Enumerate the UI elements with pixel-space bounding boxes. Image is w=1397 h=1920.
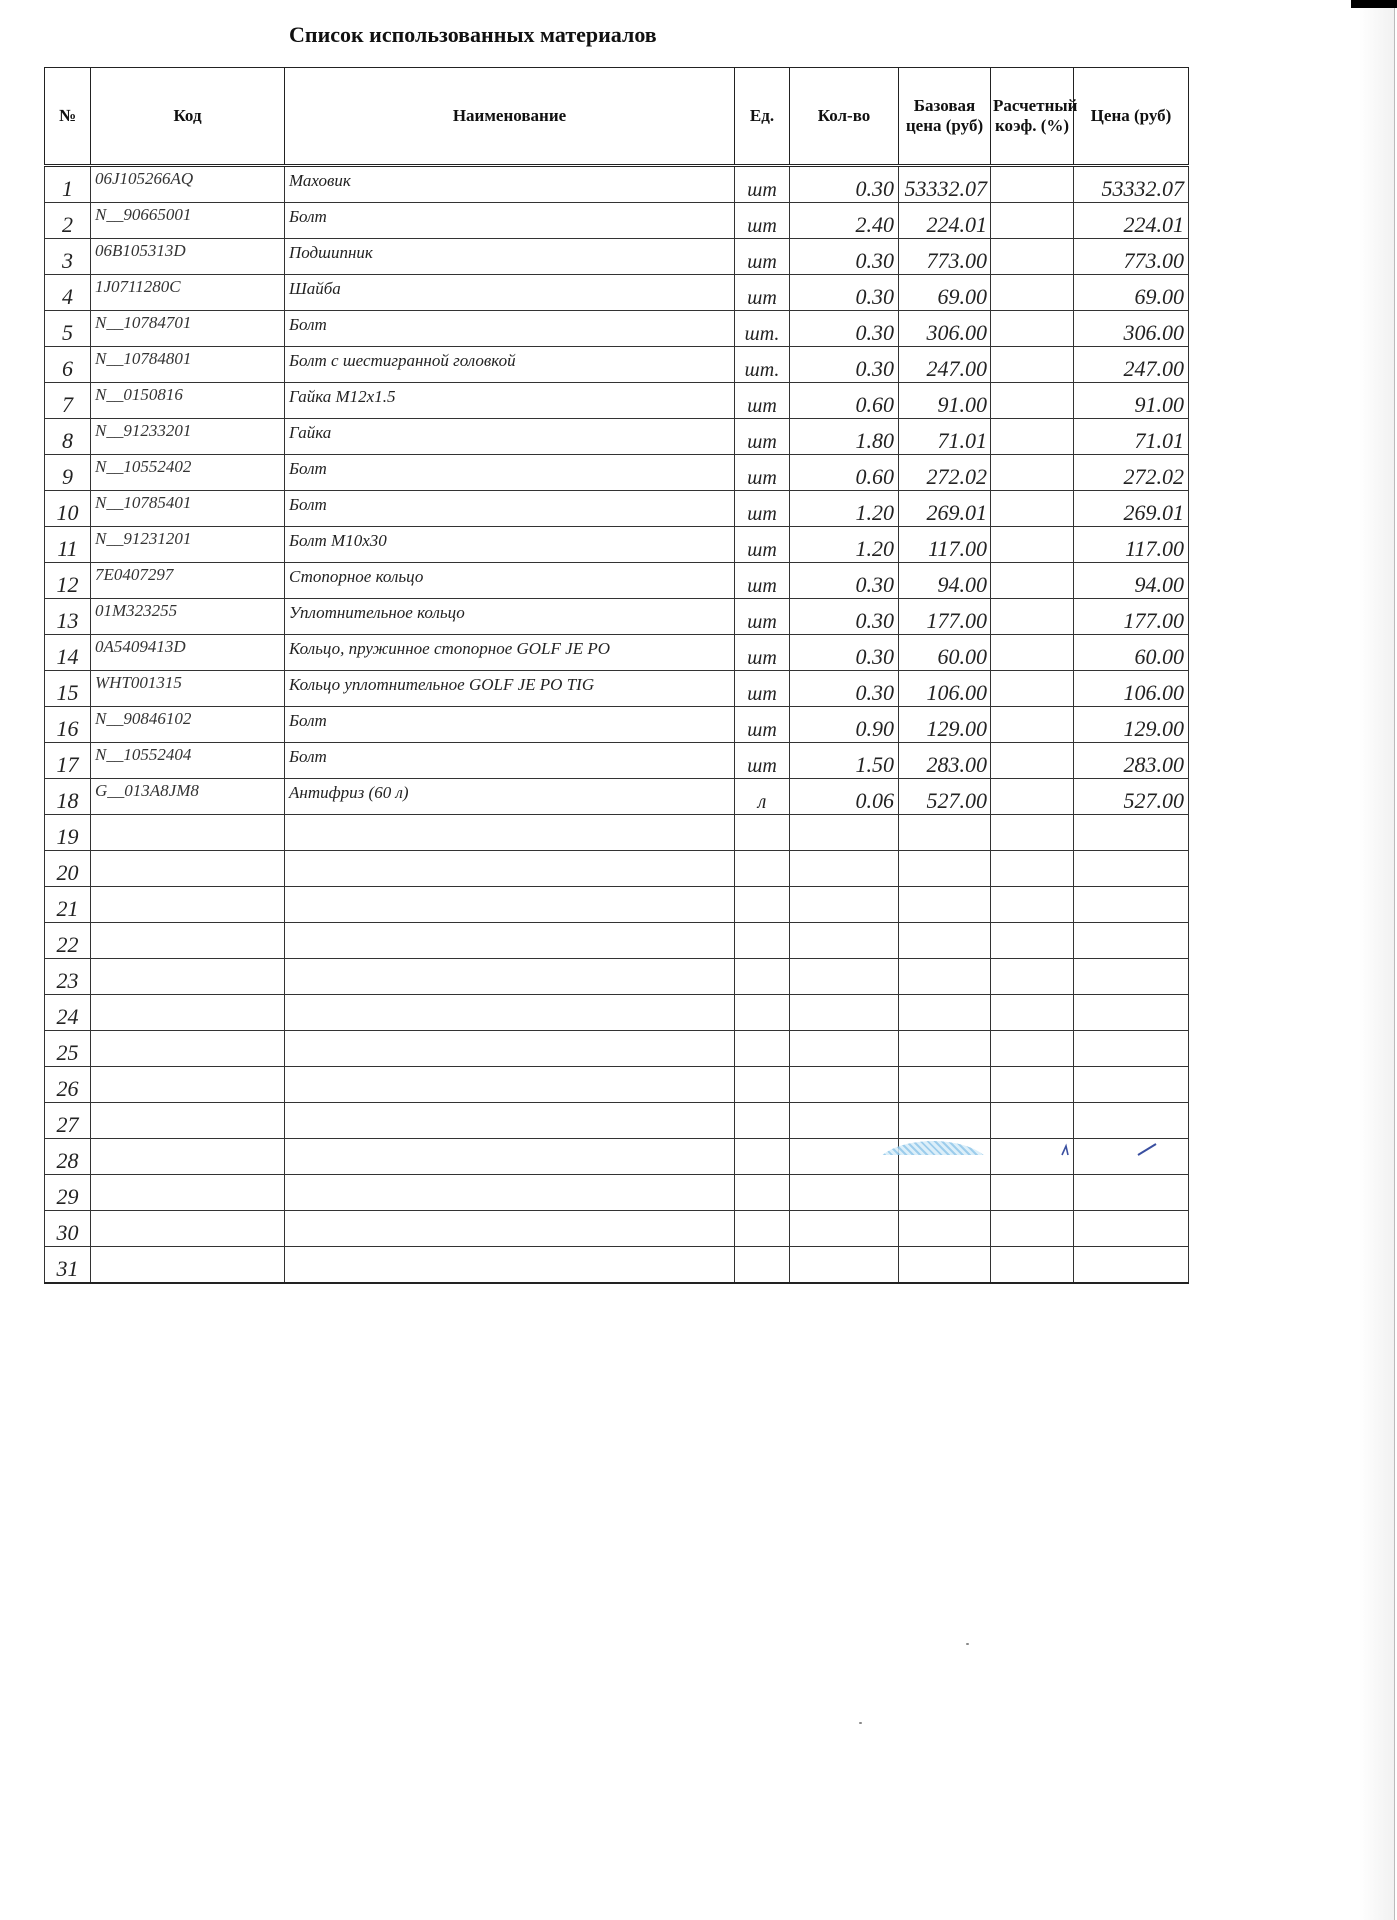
table-body [45, 166, 1189, 1284]
cell-base-price: 117.00 [899, 527, 991, 563]
cell-code [91, 1175, 285, 1211]
cell-base-price [899, 1211, 991, 1247]
table-row [45, 599, 1189, 635]
cell-num: 30 [45, 1211, 91, 1247]
header-unit: Ед. [735, 68, 790, 166]
table-header-row [45, 68, 1189, 166]
table-row [45, 166, 1189, 203]
cell-name [285, 1211, 735, 1247]
cell-unit [735, 1031, 790, 1067]
cell-num: 24 [45, 995, 91, 1031]
cell-unit [735, 1067, 790, 1103]
cell-price: 224.01 [1074, 203, 1189, 239]
cell-num: 26 [45, 1067, 91, 1103]
cell-qty: 1.50 [790, 743, 899, 779]
cell-price [1074, 923, 1189, 959]
cell-base-price [899, 1247, 991, 1284]
table-row [45, 491, 1189, 527]
table-row-empty [45, 995, 1189, 1031]
cell-base-price [899, 1175, 991, 1211]
table-row [45, 635, 1189, 671]
cell-num: 6 [45, 347, 91, 383]
cell-name: Подшипник [285, 239, 735, 275]
cell-base-price [899, 887, 991, 923]
table-row [45, 239, 1189, 275]
cell-price [1074, 1247, 1189, 1284]
cell-base-price [899, 959, 991, 995]
cell-code: 0A5409413D [91, 635, 285, 671]
cell-qty [790, 1211, 899, 1247]
cell-coef [991, 743, 1074, 779]
cell-code: N__91233201 [91, 419, 285, 455]
cell-name: Гайка [285, 419, 735, 455]
cell-base-price: 177.00 [899, 599, 991, 635]
cell-num: 4 [45, 275, 91, 311]
cell-price [1074, 1211, 1189, 1247]
cell-name: Болт [285, 203, 735, 239]
cell-base-price [899, 1103, 991, 1139]
cell-coef [991, 995, 1074, 1031]
header-coef: Расчетный коэф. (%) [991, 68, 1074, 166]
cell-code: G__013A8JM8 [91, 779, 285, 815]
cell-unit [735, 959, 790, 995]
cell-name [285, 1103, 735, 1139]
cell-num: 8 [45, 419, 91, 455]
cell-price: 117.00 [1074, 527, 1189, 563]
cell-name [285, 1067, 735, 1103]
header-qty: Кол-во [790, 68, 899, 166]
cell-coef [991, 671, 1074, 707]
cell-qty [790, 995, 899, 1031]
cell-base-price [899, 995, 991, 1031]
cell-base-price: 69.00 [899, 275, 991, 311]
cell-code [91, 887, 285, 923]
cell-price [1074, 1103, 1189, 1139]
cell-qty [790, 1175, 899, 1211]
table-row [45, 275, 1189, 311]
cell-price: 71.01 [1074, 419, 1189, 455]
cell-base-price [899, 923, 991, 959]
cell-num: 18 [45, 779, 91, 815]
cell-coef [991, 203, 1074, 239]
cell-name: Болт [285, 311, 735, 347]
cell-name [285, 959, 735, 995]
cell-qty [790, 923, 899, 959]
cell-unit: л [735, 779, 790, 815]
cell-code: N__0150816 [91, 383, 285, 419]
cell-code: 01M323255 [91, 599, 285, 635]
cell-coef [991, 635, 1074, 671]
scan-speck [859, 1722, 862, 1724]
cell-name [285, 1247, 735, 1284]
scan-edge-mark [1351, 0, 1397, 8]
cell-coef [991, 815, 1074, 851]
cell-name: Антифриз (60 л) [285, 779, 735, 815]
table-row-empty [45, 959, 1189, 995]
cell-unit: шт [735, 419, 790, 455]
cell-unit [735, 1247, 790, 1284]
cell-qty: 0.30 [790, 635, 899, 671]
cell-unit: шт [735, 743, 790, 779]
cell-unit: шт. [735, 311, 790, 347]
cell-qty: 2.40 [790, 203, 899, 239]
cell-code: N__10784801 [91, 347, 285, 383]
cell-price [1074, 887, 1189, 923]
cell-coef [991, 959, 1074, 995]
cell-base-price: 71.01 [899, 419, 991, 455]
cell-num: 10 [45, 491, 91, 527]
cell-coef [991, 707, 1074, 743]
cell-coef [991, 599, 1074, 635]
cell-coef [991, 275, 1074, 311]
cell-code: 7E0407297 [91, 563, 285, 599]
cell-name: Болт [285, 707, 735, 743]
cell-price [1074, 1031, 1189, 1067]
cell-unit: шт [735, 239, 790, 275]
cell-qty: 0.90 [790, 707, 899, 743]
cell-qty: 0.60 [790, 383, 899, 419]
cell-code: 06B105313D [91, 239, 285, 275]
scan-edge-line [1394, 0, 1395, 1920]
cell-coef [991, 383, 1074, 419]
cell-num: 23 [45, 959, 91, 995]
cell-num: 2 [45, 203, 91, 239]
cell-coef [991, 239, 1074, 275]
cell-code [91, 1103, 285, 1139]
cell-name: Болт М10х30 [285, 527, 735, 563]
cell-coef [991, 1175, 1074, 1211]
cell-num: 9 [45, 455, 91, 491]
table-row [45, 347, 1189, 383]
cell-unit: шт [735, 527, 790, 563]
cell-code: N__10552402 [91, 455, 285, 491]
table-row-empty [45, 1211, 1189, 1247]
cell-price: 527.00 [1074, 779, 1189, 815]
cell-unit [735, 851, 790, 887]
cell-qty [790, 959, 899, 995]
cell-num: 3 [45, 239, 91, 275]
cell-price: 91.00 [1074, 383, 1189, 419]
cell-name: Кольцо, пружинное стопорное GOLF JE PO [285, 635, 735, 671]
cell-unit [735, 815, 790, 851]
cell-base-price: 283.00 [899, 743, 991, 779]
cell-unit: шт [735, 203, 790, 239]
table-row [45, 311, 1189, 347]
cell-num: 5 [45, 311, 91, 347]
table-row-empty [45, 887, 1189, 923]
cell-coef [991, 1211, 1074, 1247]
cell-qty: 0.30 [790, 599, 899, 635]
cell-code [91, 1031, 285, 1067]
cell-num: 27 [45, 1103, 91, 1139]
cell-name: Болт с шестигранной головкой [285, 347, 735, 383]
cell-qty [790, 887, 899, 923]
cell-price [1074, 815, 1189, 851]
scan-edge-shadow [1359, 0, 1394, 1920]
cell-code [91, 1067, 285, 1103]
table-row [45, 779, 1189, 815]
cell-unit: шт [735, 383, 790, 419]
cell-unit: шт [735, 563, 790, 599]
cell-price: 269.01 [1074, 491, 1189, 527]
cell-num: 31 [45, 1247, 91, 1284]
cell-code [91, 923, 285, 959]
cell-coef [991, 527, 1074, 563]
cell-code: 06J105266AQ [91, 166, 285, 203]
cell-coef [991, 419, 1074, 455]
cell-qty [790, 815, 899, 851]
cell-base-price: 60.00 [899, 635, 991, 671]
cell-unit [735, 1103, 790, 1139]
cell-num: 22 [45, 923, 91, 959]
cell-price [1074, 959, 1189, 995]
table-row-empty [45, 1247, 1189, 1284]
cell-price: 60.00 [1074, 635, 1189, 671]
cell-price: 177.00 [1074, 599, 1189, 635]
cell-coef [991, 851, 1074, 887]
cell-coef [991, 455, 1074, 491]
cell-name: Болт [285, 491, 735, 527]
cell-coef [991, 1103, 1074, 1139]
cell-price: 272.02 [1074, 455, 1189, 491]
cell-num: 20 [45, 851, 91, 887]
cell-base-price [899, 815, 991, 851]
cell-num: 13 [45, 599, 91, 635]
cell-num: 11 [45, 527, 91, 563]
cell-name: Гайка М12х1.5 [285, 383, 735, 419]
cell-qty: 1.20 [790, 491, 899, 527]
cell-price [1074, 1067, 1189, 1103]
cell-unit [735, 995, 790, 1031]
cell-price: 106.00 [1074, 671, 1189, 707]
cell-name [285, 995, 735, 1031]
cell-code [91, 995, 285, 1031]
cell-base-price: 94.00 [899, 563, 991, 599]
cell-name [285, 1139, 735, 1175]
cell-base-price [899, 851, 991, 887]
cell-qty: 0.30 [790, 275, 899, 311]
cell-unit: шт [735, 635, 790, 671]
cell-unit: шт [735, 275, 790, 311]
cell-qty: 0.06 [790, 779, 899, 815]
scan-speck [966, 1643, 969, 1645]
table-row [45, 383, 1189, 419]
cell-code: N__10552404 [91, 743, 285, 779]
cell-price: 773.00 [1074, 239, 1189, 275]
cell-base-price [899, 1067, 991, 1103]
cell-name [285, 851, 735, 887]
signature [1060, 1142, 1160, 1156]
cell-name: Шайба [285, 275, 735, 311]
cell-qty: 0.30 [790, 311, 899, 347]
cell-num: 12 [45, 563, 91, 599]
document-title: Список использованных материалов [289, 22, 657, 47]
cell-qty: 0.60 [790, 455, 899, 491]
cell-code: WHT001315 [91, 671, 285, 707]
cell-price [1074, 851, 1189, 887]
cell-base-price: 306.00 [899, 311, 991, 347]
cell-qty: 0.30 [790, 166, 899, 203]
table-row [45, 563, 1189, 599]
cell-base-price: 224.01 [899, 203, 991, 239]
cell-qty [790, 1103, 899, 1139]
cell-num: 1 [45, 166, 91, 203]
cell-name [285, 887, 735, 923]
table-row [45, 203, 1189, 239]
cell-qty: 0.30 [790, 671, 899, 707]
cell-qty: 1.80 [790, 419, 899, 455]
cell-num: 16 [45, 707, 91, 743]
cell-code [91, 959, 285, 995]
cell-name: Болт [285, 455, 735, 491]
cell-num: 21 [45, 887, 91, 923]
cell-coef [991, 563, 1074, 599]
table-row-empty [45, 851, 1189, 887]
header-code: Код [91, 68, 285, 166]
cell-base-price: 91.00 [899, 383, 991, 419]
cell-code [91, 815, 285, 851]
table-row-empty [45, 923, 1189, 959]
cell-code: N__10785401 [91, 491, 285, 527]
cell-coef [991, 311, 1074, 347]
cell-name: Маховик [285, 166, 735, 203]
cell-price: 129.00 [1074, 707, 1189, 743]
cell-code: N__90846102 [91, 707, 285, 743]
materials-table-container [44, 67, 1188, 1284]
cell-unit: шт [735, 491, 790, 527]
cell-unit: шт [735, 707, 790, 743]
cell-base-price: 106.00 [899, 671, 991, 707]
cell-unit: шт. [735, 347, 790, 383]
cell-name [285, 1031, 735, 1067]
cell-base-price: 272.02 [899, 455, 991, 491]
cell-name: Кольцо уплотнительное GOLF JE PO TIG [285, 671, 735, 707]
cell-code: N__90665001 [91, 203, 285, 239]
cell-unit: шт [735, 671, 790, 707]
cell-code: 1J0711280C [91, 275, 285, 311]
cell-qty [790, 1247, 899, 1284]
cell-unit: шт [735, 455, 790, 491]
cell-base-price: 269.01 [899, 491, 991, 527]
cell-num: 17 [45, 743, 91, 779]
header-num: № [45, 68, 91, 166]
cell-base-price: 247.00 [899, 347, 991, 383]
cell-num: 28 [45, 1139, 91, 1175]
cell-coef [991, 491, 1074, 527]
cell-qty: 0.30 [790, 347, 899, 383]
table-row [45, 455, 1189, 491]
cell-qty [790, 1031, 899, 1067]
cell-coef [991, 1031, 1074, 1067]
materials-table [44, 67, 1189, 1284]
cell-num: 15 [45, 671, 91, 707]
cell-coef [991, 887, 1074, 923]
cell-code: N__10784701 [91, 311, 285, 347]
cell-price: 283.00 [1074, 743, 1189, 779]
cell-code [91, 1247, 285, 1284]
cell-qty [790, 851, 899, 887]
cell-name: Уплотнительное кольцо [285, 599, 735, 635]
cell-name: Стопорное кольцо [285, 563, 735, 599]
cell-unit [735, 887, 790, 923]
cell-price [1074, 1175, 1189, 1211]
cell-coef [991, 923, 1074, 959]
cell-unit [735, 1211, 790, 1247]
cell-price: 306.00 [1074, 311, 1189, 347]
cell-num: 29 [45, 1175, 91, 1211]
cell-code [91, 851, 285, 887]
cell-code [91, 1139, 285, 1175]
stamp-seal [873, 1141, 993, 1155]
cell-coef [991, 1067, 1074, 1103]
table-row [45, 743, 1189, 779]
cell-unit [735, 1139, 790, 1175]
table-row [45, 527, 1189, 563]
cell-price: 53332.07 [1074, 166, 1189, 203]
cell-num: 14 [45, 635, 91, 671]
cell-name [285, 1175, 735, 1211]
cell-name [285, 923, 735, 959]
cell-code [91, 1211, 285, 1247]
cell-coef [991, 166, 1074, 203]
cell-price: 247.00 [1074, 347, 1189, 383]
table-row-empty [45, 1103, 1189, 1139]
cell-code: N__91231201 [91, 527, 285, 563]
table-row [45, 671, 1189, 707]
cell-coef [991, 779, 1074, 815]
cell-base-price: 773.00 [899, 239, 991, 275]
table-row-empty [45, 1031, 1189, 1067]
cell-base-price: 527.00 [899, 779, 991, 815]
cell-coef [991, 347, 1074, 383]
header-base-price: Базовая цена (руб) [899, 68, 991, 166]
cell-name: Болт [285, 743, 735, 779]
cell-qty: 0.30 [790, 239, 899, 275]
table-row-empty [45, 1067, 1189, 1103]
cell-qty: 1.20 [790, 527, 899, 563]
table-row-empty [45, 1175, 1189, 1211]
cell-price: 69.00 [1074, 275, 1189, 311]
cell-unit [735, 1175, 790, 1211]
cell-price [1074, 995, 1189, 1031]
cell-coef [991, 1247, 1074, 1284]
cell-unit: шт [735, 599, 790, 635]
cell-num: 19 [45, 815, 91, 851]
cell-qty: 0.30 [790, 563, 899, 599]
header-name: Наименование [285, 68, 735, 166]
cell-price: 94.00 [1074, 563, 1189, 599]
table-row [45, 419, 1189, 455]
cell-base-price [899, 1031, 991, 1067]
cell-name [285, 815, 735, 851]
table-row-empty [45, 815, 1189, 851]
header-price: Цена (руб) [1074, 68, 1189, 166]
cell-num: 7 [45, 383, 91, 419]
cell-unit: шт [735, 166, 790, 203]
table-row [45, 707, 1189, 743]
table-row-empty [45, 1139, 1189, 1175]
cell-unit [735, 923, 790, 959]
cell-base-price: 129.00 [899, 707, 991, 743]
cell-num: 25 [45, 1031, 91, 1067]
cell-qty [790, 1067, 899, 1103]
cell-base-price: 53332.07 [899, 166, 991, 203]
